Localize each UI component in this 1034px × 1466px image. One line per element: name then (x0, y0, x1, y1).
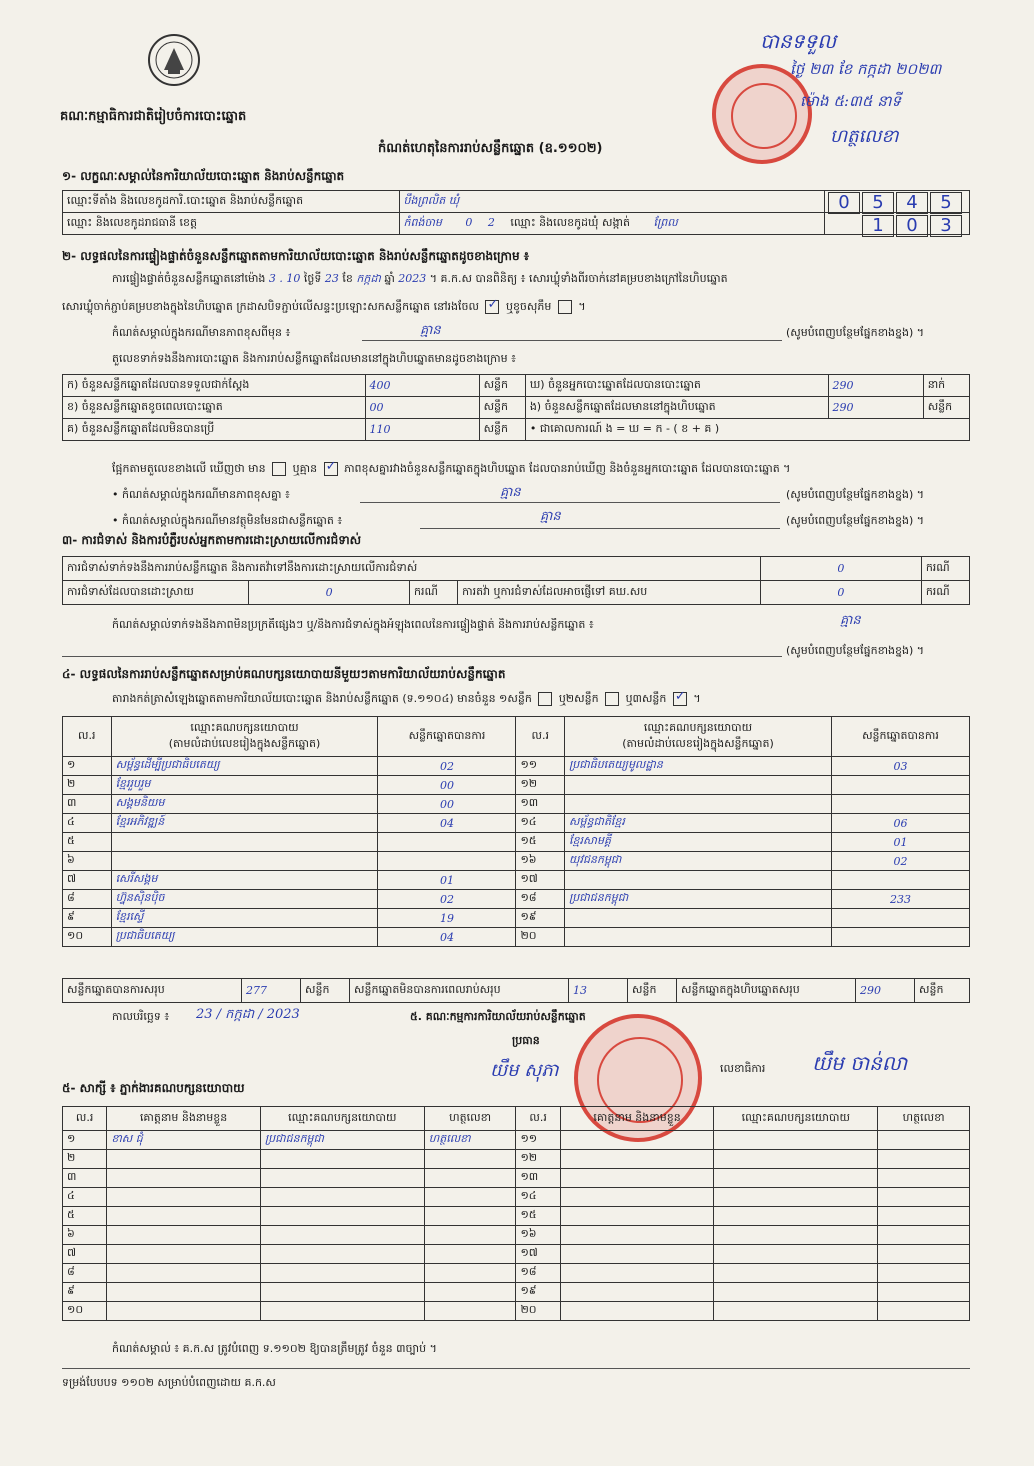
bullet1-fill: (សូមបំពេញបន្ថែមផ្នែកខាងខ្នង) ។ (786, 488, 925, 501)
chair-signature: យឹម សុភា (490, 1060, 559, 1081)
witness-name (560, 1131, 714, 1150)
location-digit-1: 0 (828, 192, 860, 214)
witness-no: ១៨ (516, 1264, 560, 1283)
witness-party (714, 1245, 878, 1264)
box-ballots-label: ង) ចំនួនសន្លឹកឆ្នោតដែលមាននៅក្នុងហិបឆ្នោត (525, 397, 828, 419)
results-party: សេរីសង្គម (111, 871, 378, 890)
invalid-total-unit: សន្លឹក (628, 979, 677, 1003)
witness-no: ១៦ (516, 1226, 560, 1245)
results-row (63, 871, 970, 890)
witness-sign (424, 1245, 516, 1264)
box-total-value: 290 (856, 979, 915, 1003)
objections-label: ការជំទាស់ទាក់ទងនឹងការរាប់សន្លឹកឆ្នោត និងការតវ៉ាទៅនឹងការដោះស្រាយលើការជំទាស់ (63, 557, 761, 581)
form-note: ទម្រង់បែបបទ ១១០២ សម្រាប់បំពេញដោយ គ.ក.ស (62, 1376, 276, 1389)
witness-sign (424, 1188, 516, 1207)
check-month-value: កក្កដា (356, 272, 381, 285)
witness-sign (878, 1264, 970, 1283)
check-year-value: 2023 (398, 272, 427, 285)
witness-party (714, 1188, 878, 1207)
results-party (111, 833, 378, 852)
witness-sign (424, 1207, 516, 1226)
seal-broken-label: ឬខូចសុភឹម (505, 300, 552, 313)
results-col-party-right-sub: (តាមលំដាប់លេខរៀងក្នុងសន្លឹកឆ្នោត) (622, 736, 774, 750)
witness-table (62, 1106, 970, 1321)
witness-row (63, 1226, 970, 1245)
results-row (63, 833, 970, 852)
witness-row (63, 1131, 970, 1150)
results-votes: 19 (378, 909, 516, 928)
bullet2-value: គ្មាន (540, 509, 561, 524)
commune-digit-3: 3 (930, 215, 962, 237)
seal-intact-checkbox[interactable] (485, 300, 499, 314)
witness-name (560, 1226, 714, 1245)
province-code-2: 2 (487, 215, 495, 229)
diff-none-label: ឬគ្មាន (292, 462, 318, 475)
witness-row (63, 1264, 970, 1283)
witness-party (714, 1226, 878, 1245)
appeals-unit: ករណី (921, 581, 969, 605)
received-signature: ហត្ថលេខា (830, 126, 899, 147)
results-row (63, 776, 970, 795)
objections-table (62, 556, 970, 605)
witness-party (260, 1150, 424, 1169)
seal-text: សោរឃ្លុំចាក់ភ្ជាប់គម្របខាងក្នុងនៃហិបឆ្នោត ក្រដាសបិទភ្ជាប់លើសន្ទះប្រឡោះសកសន្លឹកឆ្នោត នៅរងចែល (62, 300, 479, 313)
witness-party (260, 1302, 424, 1321)
witness-party (714, 1207, 878, 1226)
results-col-party-right-label: ឈ្មោះគណបក្សនយោបាយ (643, 720, 753, 734)
date-value: 23 / កក្កដា / 2023 (196, 1007, 300, 1022)
witness-sign (424, 1283, 516, 1302)
witness-party: ប្រជាជនកម្ពុជា (260, 1131, 424, 1150)
witness-name (107, 1169, 261, 1188)
org-name: គណៈកម្មាធិការជាតិរៀបចំការបោះឆ្នោត (60, 109, 247, 124)
results-no: ១៣ (516, 795, 565, 814)
results-party: ប្រជាធិបតេយ្យ (111, 928, 378, 947)
witness-name (560, 1169, 714, 1188)
irregularity-note-label: កំណត់សម្គាល់ទាក់ទងនឹងភាពមិនប្រក្រតីផ្សេងៗ ឬ/និងការជំទាស់ក្នុងអំឡុងពេលនៃការផ្ទៀងផ្ទាត់ និងការរាប់សន្លឹកឆ្នោត ៖ (112, 618, 594, 631)
results-no: ១៨ (516, 890, 565, 909)
location-label: ឈ្មោះទីតាំង និងលេខកូដការិ.បោះឆ្នោត និងរាប់សន្លឹកឆ្នោត (63, 191, 400, 213)
witness-name (560, 1264, 714, 1283)
witness-party (714, 1302, 878, 1321)
witness-no: ៤ (63, 1188, 107, 1207)
results-votes (378, 852, 516, 871)
resolved-value: 0 (249, 581, 410, 605)
bullet1-value: គ្មាន (500, 485, 521, 500)
diff-none-checkbox[interactable] (324, 462, 338, 476)
witness-col-party-left: ឈ្មោះគណបក្សនយោបាយ (260, 1107, 424, 1131)
witness-name (107, 1264, 261, 1283)
witness-no: ១៤ (516, 1188, 560, 1207)
check-time-value: 3 . 10 (268, 272, 301, 285)
results-row (63, 814, 970, 833)
results-votes: 02 (378, 757, 516, 776)
witness-sign (424, 1150, 516, 1169)
results-votes: 02 (831, 852, 969, 871)
results-party: ខ្មែររួបរួម (111, 776, 378, 795)
results-party: ប្រជាធិបតេយ្យមូលដ្ឋាន (565, 757, 832, 776)
results-no: ៩ (63, 909, 112, 928)
sheet-2-label: ឬ២សន្លឹក (558, 692, 599, 705)
results-no: ៣ (63, 795, 112, 814)
results-party (565, 871, 832, 890)
check-time-label: ការផ្ទៀងផ្ទាត់ចំនួនសន្លឹកឆ្នោតនៅម៉ោង (112, 272, 266, 285)
results-no: ១៧ (516, 871, 565, 890)
results-votes: 06 (831, 814, 969, 833)
witness-party (714, 1283, 878, 1302)
witness-party (260, 1283, 424, 1302)
results-party: ខ្មែរសាមគ្គី (565, 833, 832, 852)
witness-row (63, 1169, 970, 1188)
received-note: បានទទួល (760, 29, 837, 53)
document-title: កំណត់ហេតុនៃការរាប់សន្លឹកឆ្នោត (ឧ.១១០២) (378, 141, 603, 156)
results-votes (831, 871, 969, 890)
results-no: ១៦ (516, 852, 565, 871)
footer-note: កំណត់សម្គាល់ ៖ គ.ក.ស ត្រូវបំពេញ ទ.១១០២ ឱ្យបានត្រឹមត្រូវ ចំនួន ៣ច្បាប់ ។ (112, 1342, 437, 1355)
resolved-label: ការជំទាស់ដែលបានដោះស្រាយ (63, 581, 249, 605)
results-votes: 02 (378, 890, 516, 909)
totals-table (62, 978, 970, 1003)
diff-note-value: គ្មាន (420, 323, 441, 338)
results-col-party-left (111, 717, 378, 757)
witness-no: ១៩ (516, 1283, 560, 1302)
results-votes: 00 (378, 795, 516, 814)
results-no: ១៥ (516, 833, 565, 852)
witness-body (63, 1131, 970, 1321)
bullet1-label: • កំណត់សម្គាល់ក្នុងករណីមានភាពខុសគ្នា ៖ (112, 488, 290, 501)
results-party (565, 795, 832, 814)
diff-yes-checkbox[interactable] (272, 462, 286, 476)
results-col-votes-left: សន្លឹកឆ្នោតបានការ (378, 717, 516, 757)
results-party: យុវជនកម្ពុជា (565, 852, 832, 871)
witness-no: ២០ (516, 1302, 560, 1321)
results-no: ១៩ (516, 909, 565, 928)
invalid-total-value: 13 (569, 979, 628, 1003)
witness-name (107, 1302, 261, 1321)
witness-col-sign-right: ហត្ថលេខា (878, 1107, 970, 1131)
results-party (111, 852, 378, 871)
results-no: ៤ (63, 814, 112, 833)
results-votes (831, 909, 969, 928)
secretary-label: លេខាធិការ (720, 1062, 766, 1075)
commune-label: ឈ្មោះ និងលេខកូដឃុំ សង្កាត់ (510, 215, 630, 229)
unused-ballots-unit: សន្លឹក (479, 419, 525, 441)
results-no: ១ (63, 757, 112, 776)
resolved-unit: ករណី (409, 581, 457, 605)
results-party: សង្គមនិយម (111, 795, 378, 814)
witness-name (560, 1302, 714, 1321)
witness-party (260, 1188, 424, 1207)
check-month-label: ខែ (342, 272, 353, 285)
witness-sign (878, 1131, 970, 1150)
witness-no: ១០ (63, 1302, 107, 1321)
witness-name (107, 1226, 261, 1245)
province-value: កំពង់ចាម (403, 215, 442, 229)
results-votes: 233 (831, 890, 969, 909)
irregularity-note-value: គ្មាន (840, 613, 861, 628)
section2-line2: សោរឃ្លុំចាក់ភ្ជាប់គម្របខាងក្នុងនៃហិបឆ្នោត ក្រដាសបិទភ្ជាប់លើសន្ទះប្រឡោះសកសន្លឹកឆ្នោត នៅរងចែល ✓ ឬខូចសុភឹម ។ (62, 300, 586, 316)
check-day-label: ថ្ងៃទី (303, 272, 322, 285)
unused-ballots-value: 110 (365, 419, 479, 441)
witness-no: ៩ (63, 1283, 107, 1302)
box-total-unit: សន្លឹក (915, 979, 970, 1003)
witness-col-name-left: គោត្តនាម និងនាមខ្លួន (107, 1107, 261, 1131)
diff-check-rest: ភាពខុសគ្នារវាងចំនួនសន្លឹកឆ្នោតក្នុងហិបឆ្នោត ដែលបានរាប់ឃើញ និងចំនួនអ្នកបោះឆ្នោត ដែលបានបោះឆ្នោត ។ (344, 462, 791, 475)
check-day-value: 23 (324, 272, 339, 285)
witness-sign (878, 1207, 970, 1226)
witness-no: ៦ (63, 1226, 107, 1245)
location-digit-2: 5 (862, 192, 894, 214)
results-no: ១២ (516, 776, 565, 795)
witness-col-name-right: គោត្តនាម និងនាមខ្លួន (560, 1107, 714, 1131)
witness-no: ១១ (516, 1131, 560, 1150)
witness-name (560, 1245, 714, 1264)
results-party: សម្ព័ន្ធដើម្បីប្រជាធិបតេយ្យ (111, 757, 378, 776)
province-code-1: 0 (465, 215, 473, 229)
witness-sign (878, 1245, 970, 1264)
witness-sign (878, 1226, 970, 1245)
formula-text: • ជាគោលការណ៍ ង = ឃ = ក - ( ខ + គ ) (525, 419, 969, 441)
witness-sign (878, 1283, 970, 1302)
results-body (63, 757, 970, 947)
chair-label: ប្រធាន (512, 1034, 540, 1047)
witness-party (714, 1150, 878, 1169)
spoiled-ballots-unit: សន្លឹក (479, 397, 525, 419)
bullet2-fill: (សូមបំពេញបន្ថែមផ្នែកខាងខ្នង) ។ (786, 514, 925, 527)
witness-party (714, 1131, 878, 1150)
check-year-label: ឆ្នាំ (384, 272, 395, 285)
commune-digit-1: 1 (862, 215, 894, 237)
witness-name: ខាស ជុំ (107, 1131, 261, 1150)
witness-no: ៣ (63, 1169, 107, 1188)
witness-sign (878, 1188, 970, 1207)
witness-party (260, 1264, 424, 1283)
commune-digit-2: 0 (896, 215, 928, 237)
results-no: ២ (63, 776, 112, 795)
results-no: ៥ (63, 833, 112, 852)
witness-party (714, 1264, 878, 1283)
witness-sign (878, 1302, 970, 1321)
witness-party (260, 1245, 424, 1264)
results-row (63, 795, 970, 814)
results-row (63, 909, 970, 928)
box-total-label: សន្លឹកឆ្នោតក្នុងហិបឆ្នោតសរុប (677, 979, 856, 1003)
results-col-party-left-sub: (តាមលំដាប់លេខរៀងក្នុងសន្លឹកឆ្នោត) (168, 736, 321, 750)
witness-sign (424, 1264, 516, 1283)
results-row (63, 890, 970, 909)
results-party (565, 776, 832, 795)
results-party (565, 928, 832, 947)
witness-name (107, 1283, 261, 1302)
results-party: ខ្មែរអភិវឌ្ឍន៍ (111, 814, 378, 833)
section2-title: ២- លទ្ធផលនៃការផ្ទៀងផ្ទាត់ចំនួនសន្លឹកឆ្នោតតាមការិយាល័យបោះឆ្នោត និងរាប់សន្លឹកឆ្នោតដូចខាងក្រោម ៖ (62, 249, 530, 263)
witness-name (107, 1245, 261, 1264)
results-party: ខ្មែរស្ទើ (111, 909, 378, 928)
nec-emblem-icon (146, 32, 202, 88)
witness-no: ១២ (516, 1150, 560, 1169)
spoiled-ballots-label: ខ) ចំនួនសន្លឹកឆ្នោតខូចពេលបោះឆ្នោត (63, 397, 366, 419)
witness-party (260, 1226, 424, 1245)
results-party: ហ្វ៊ុនស៊ិនប៉ិច (111, 890, 378, 909)
witness-sign: ហត្ថលេខា (424, 1131, 516, 1150)
results-col-votes-right: សន្លឹកឆ្នោតបានការ (831, 717, 969, 757)
diff-note-fill: (សូមបំពេញបន្ថែមផ្នែកខាងខ្នង) ។ (786, 326, 925, 339)
results-votes: 04 (378, 814, 516, 833)
section5-title: ៥- សាក្សី ៖ ភ្នាក់ងារគណបក្សនយោបាយ (62, 1081, 245, 1095)
witness-sign (878, 1150, 970, 1169)
witness-sign (424, 1302, 516, 1321)
witness-row (63, 1150, 970, 1169)
witness-name (560, 1207, 714, 1226)
objections-unit: ករណី (921, 557, 969, 581)
tally-sheet-intro: តារាងកត់ត្រាសំឡេងឆ្នោតតាមការិយាល័យបោះឆ្នោត និងរាប់សន្លឹកឆ្នោត (ទ.១១០៤) មានចំនួន ១សន្លឹក (112, 692, 532, 705)
results-votes: 03 (831, 757, 969, 776)
province-label: ឈ្មោះ និងលេខកូដរាជធានី ខេត្ត (63, 213, 400, 235)
commune-value: ព្រែល (653, 215, 678, 229)
results-table (62, 716, 970, 947)
sheet-2-checkbox[interactable] (605, 692, 619, 706)
results-row (63, 928, 970, 947)
results-no: ៦ (63, 852, 112, 871)
irregularity-note-fill: (សូមបំពេញបន្ថែមផ្នែកខាងខ្នង) ។ (786, 644, 925, 657)
witness-row (63, 1302, 970, 1321)
results-row (63, 852, 970, 871)
figures-intro: តួលេខទាក់ទងនឹងការបោះឆ្នោត និងការរាប់សន្លឹកឆ្នោតដែលមាននៅក្នុងហិបឆ្នោតមានដូចខាងក្រោម ៖ (112, 352, 516, 365)
valid-total-unit: សន្លឹក (301, 979, 350, 1003)
results-col-no-right: ល.រ (516, 717, 565, 757)
witness-name (560, 1150, 714, 1169)
appeals-value: 0 (760, 581, 921, 605)
tally-sheet-line: តារាងកត់ត្រាសំឡេងឆ្នោតតាមការិយាល័យបោះឆ្នោត និងរាប់សន្លឹកឆ្នោត (ទ.១១០៤) មានចំនួន ១សន្លឹក ឬ២សន្លឹក ឬ៣សន្លឹក ✓ ។ (112, 692, 701, 708)
witness-col-no-left: ល.រ (63, 1107, 107, 1131)
location-digit-3: 4 (896, 192, 928, 214)
results-no: ១១ (516, 757, 565, 776)
witness-row (63, 1245, 970, 1264)
section1-title: ១- លក្ខណៈសម្គាល់នៃការិយាល័យបោះឆ្នោត និងរាប់សន្លឹកឆ្នោត (62, 169, 345, 183)
witness-party (714, 1169, 878, 1188)
voters-label: ឃ) ចំនួនអ្នកបោះឆ្នោតដែលបានបោះឆ្នោត (525, 375, 828, 397)
results-col-party-left-label: ឈ្មោះគណបក្សនយោបាយ (190, 720, 299, 734)
diff-check-line (112, 462, 790, 478)
witness-col-no-right: ល.រ (516, 1107, 560, 1131)
results-votes (378, 833, 516, 852)
received-time: ម៉ោង ៥:៣៥ នាទី (800, 92, 902, 110)
results-col-no-left: ល.រ (63, 717, 112, 757)
witness-no: ១៧ (516, 1245, 560, 1264)
results-votes (831, 776, 969, 795)
witness-sign (424, 1226, 516, 1245)
results-col-party-right (565, 717, 832, 757)
box-ballots-unit: សន្លឹក (923, 397, 969, 419)
results-party: សម្ព័ន្ធជាតិខ្មែរ (565, 814, 832, 833)
witness-name (107, 1207, 261, 1226)
witness-no: ៨ (63, 1264, 107, 1283)
valid-total-value: 277 (242, 979, 301, 1003)
witness-party (260, 1169, 424, 1188)
sheet-3-checkbox[interactable] (673, 692, 687, 706)
witness-row (63, 1207, 970, 1226)
diff-note-label: កំណត់សម្គាល់ក្នុងករណីមានភាពខុសពីមុន ៖ (112, 326, 291, 339)
witness-col-party-right: ឈ្មោះគណបក្សនយោបាយ (714, 1107, 878, 1131)
witness-no: ៧ (63, 1245, 107, 1264)
secretary-signature: យឹម ចាន់លា (812, 1051, 908, 1075)
results-votes: 01 (831, 833, 969, 852)
check-line1-rest: ។ គ.ក.ស បានពិនិត្យ ៖ សោរឃ្លុំទាំងពីរចាក់នៅគម្របខាងក្រៅនៃហិបឆ្នោត (429, 272, 728, 285)
witness-party (260, 1207, 424, 1226)
witness-no: ១៥ (516, 1207, 560, 1226)
voters-unit: នាក់ (923, 375, 969, 397)
location-value: បឹងព្រលិត ឃុំ (399, 191, 824, 213)
section3-title: ៣- ការជំទាស់ និងការបំភ្លឺរបស់អ្នកតាមការដោះស្រាយលើការជំទាស់ (62, 533, 362, 547)
voters-value: 290 (828, 375, 923, 397)
witness-name (107, 1188, 261, 1207)
invalid-total-label: សន្លឹកឆ្នោតមិនបានការពេលរាប់សរុប (350, 979, 569, 1003)
results-no: ៨ (63, 890, 112, 909)
results-votes: 01 (378, 871, 516, 890)
witness-sign (878, 1169, 970, 1188)
bullet2-label: • កំណត់សម្គាល់ក្នុងករណីមានវត្ថុមិនមែនជាសន្លឹកឆ្នោត ៖ (112, 514, 343, 527)
witness-name (560, 1283, 714, 1302)
objections-value: 0 (760, 557, 921, 581)
date-label: កាលបរិច្ឆេទ ៖ (112, 1010, 170, 1023)
received-ballots-unit: សន្លឹក (479, 375, 525, 397)
received-ballots-label: ក) ចំនួនសន្លឹកឆ្នោតដែលបានទទួលជាក់ស្តែង (63, 375, 366, 397)
witness-name (107, 1150, 261, 1169)
results-votes (831, 928, 969, 947)
figures-table (62, 374, 970, 441)
results-party (565, 909, 832, 928)
witness-no: ៥ (63, 1207, 107, 1226)
results-no: ៧ (63, 871, 112, 890)
appeals-label: ការតវ៉ា ឬការជំទាស់ដែលអាចផ្ញើទៅ គឃ.សប (458, 581, 761, 605)
spoiled-ballots-value: 00 (365, 397, 479, 419)
witness-sign (424, 1169, 516, 1188)
unused-ballots-label: គ) ចំនួនសន្លឹកឆ្នោតដែលមិនបានប្រើ (63, 419, 366, 441)
seal-broken-checkbox[interactable] (558, 300, 572, 314)
results-no: ១៤ (516, 814, 565, 833)
results-votes: 00 (378, 776, 516, 795)
location-digit-4: 5 (930, 192, 962, 214)
witness-name (560, 1188, 714, 1207)
results-no: ២០ (516, 928, 565, 947)
section2-line1 (112, 272, 982, 288)
witness-row (63, 1188, 970, 1207)
valid-total-label: សន្លឹកឆ្នោតបានការសរុប (63, 979, 242, 1003)
results-row (63, 757, 970, 776)
results-no: ១០ (63, 928, 112, 947)
witness-no: ១៣ (516, 1169, 560, 1188)
witness-row (63, 1283, 970, 1302)
results-votes (831, 795, 969, 814)
committee-label: ៥. គណៈកម្មការការិយាល័យរាប់សន្លឹកឆ្នោត (410, 1010, 586, 1023)
province-cell (399, 213, 824, 235)
received-date: ថ្ងៃ ២៣ ខែ កក្កដា ២០២៣ (790, 60, 942, 78)
section4-title: ៤- លទ្ធផលនៃការរាប់សន្លឹកឆ្នោតសម្រាប់គណបក្សនយោបាយនីមួយៗតាមការិយាល័យរាប់សន្លឹកឆ្នោត (62, 667, 506, 681)
results-votes: 04 (378, 928, 516, 947)
received-ballots-value: 400 (365, 375, 479, 397)
diff-check-label: ផ្អែកតាមតួលេខខាងលើ ឃើញថា មាន (112, 462, 266, 475)
witness-no: ២ (63, 1150, 107, 1169)
sheet-1-checkbox[interactable] (538, 692, 552, 706)
witness-col-sign-left: ហត្ថលេខា (424, 1107, 516, 1131)
results-party: ប្រជាជនកម្ពុជា (565, 890, 832, 909)
sheet-3-label: ឬ៣សន្លឹក (625, 692, 667, 705)
witness-no: ១ (63, 1131, 107, 1150)
box-ballots-value: 290 (828, 397, 923, 419)
